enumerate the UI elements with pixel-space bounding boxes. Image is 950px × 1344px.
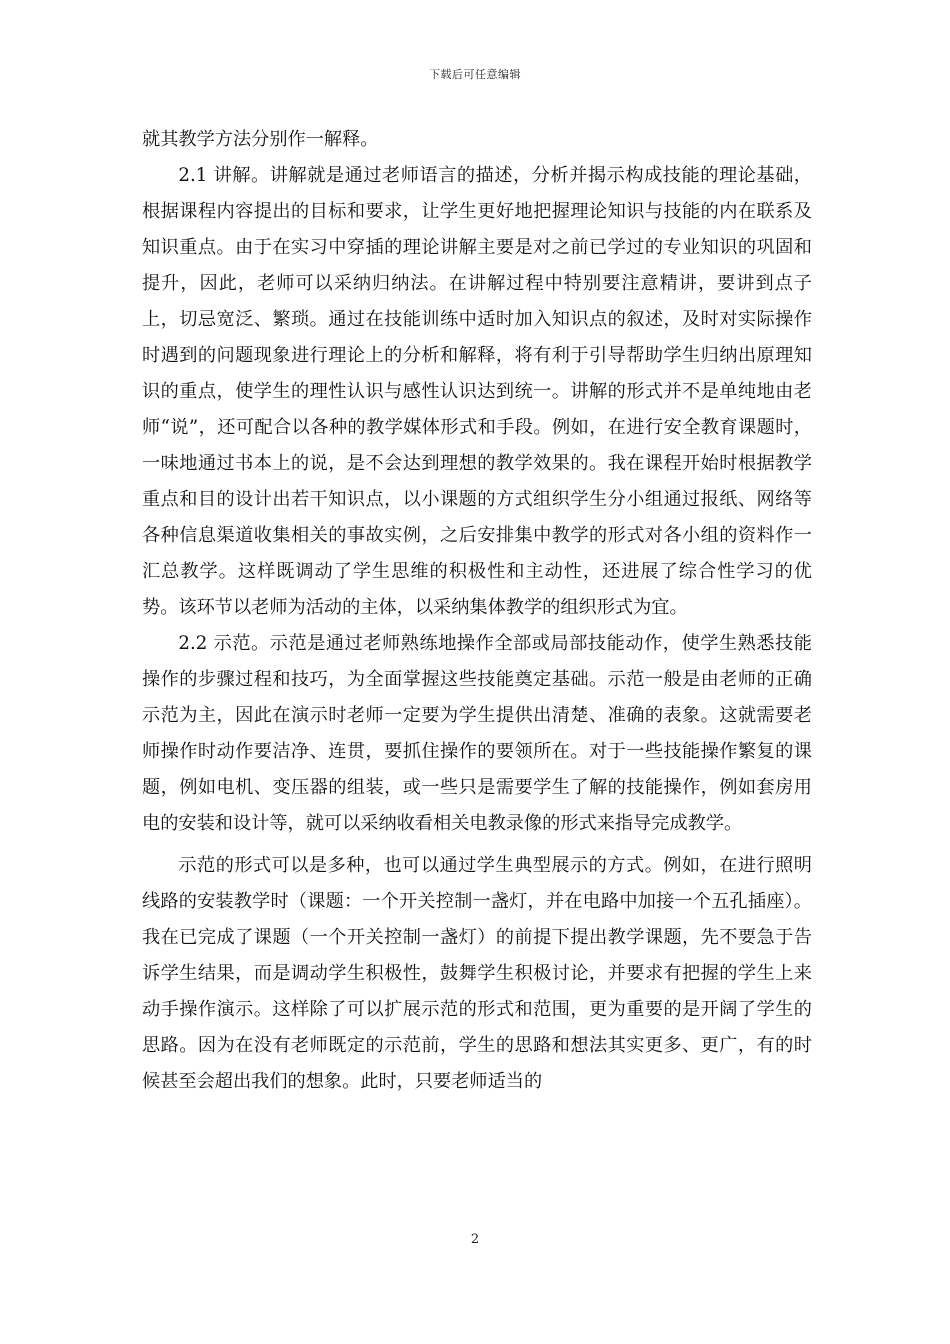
page-header: 下载后可任意编辑 [429, 68, 521, 81]
paragraph-demonstration-forms: 示范的形式可以是多种，也可以通过学生典型展示的方式。例如，在进行照明线路的安装教学时（课题：一个开关控制一盏灯，并在电路中加接一个五孔插座）。我在已完成了课题（一个开关控制一盏灯）的前提下提出教学课题，先不要急于告诉学生结果，而是调动学生积极性，鼓舞学生积极讨论，并要求有把握的学生上来动手操作演示。这样除了可以扩展示范的形式和范围，更为重要的是开阔了学生的思路。因为在没有老师既定的示范前，学生的思路和想法其实更多、更广，有的时候甚至会超出我们的想象。此时，只要老师适当的 [142, 855, 812, 1092]
paragraph-section-2-1: 2.1 讲解。讲解就是通过老师语言的描述，分析并揭示构成技能的理论基础，根据课程内容提出的目标和要求，让学生更好地把握理论知识与技能的内在联系及知识重点。由于在实习中穿插的理论讲解主要是对之前已学过的专业知识的巩固和提升，因此，老师可以采纳归纳法。在讲解过程中特别要注意精讲，要讲到点子上，切忌宽泛、繁琐。通过在技能训练中适时加入知识点的叙述，及时对实际操作时遇到的问题现象进行理论上的分析和解释，将有利于引导帮助学生归纳出原理知识的重点，使学生的理性认识与感性认识达到统一。讲解的形式并不是单纯地由老师“说”，还可配合以各种的教学媒体形式和手段。例如，在进行安全教育课题时，一味地通过书本上的说，是不会达到理想的教学效果的。我在课程开始时根据教学重点和目的设计出若干知识点，以小课题的方式组织学生分小组通过报纸、网络等各种信息渠道收集相关的事故实例，之后安排集中教学的形式对各小组的资料作一汇总教学。这样既调动了学生思维的积极性和主动性，还进展了综合性学习的优势。该环节以老师为活动的主体，以采纳集体教学的组织形式为宜。 [142, 165, 812, 618]
paragraph-intro: 就其教学方法分别作一解释。 [142, 129, 379, 150]
document-body [142, 122, 812, 1100]
page-number: 2 [470, 1232, 480, 1247]
paragraph-section-2-2: 2.2 示范。示范是通过老师熟练地操作全部或局部技能动作，使学生熟悉技能操作的步骤过程和技巧，为全面掌握这些技能奠定基础。示范一般是由老师的正确示范为主，因此在演示时老师一定要为学生提供出清楚、准确的表象。这就需要老师操作时动作要洁净、连贯，要抓住操作的要领所在。对于一些技能操作繁复的课题，例如电机、变压器的组装，或一些只是需要学生了解的技能操作，例如套房用电的安装和设计等，就可以采纳收看相关电教录像的形式来指导完成教学。 [142, 633, 812, 834]
